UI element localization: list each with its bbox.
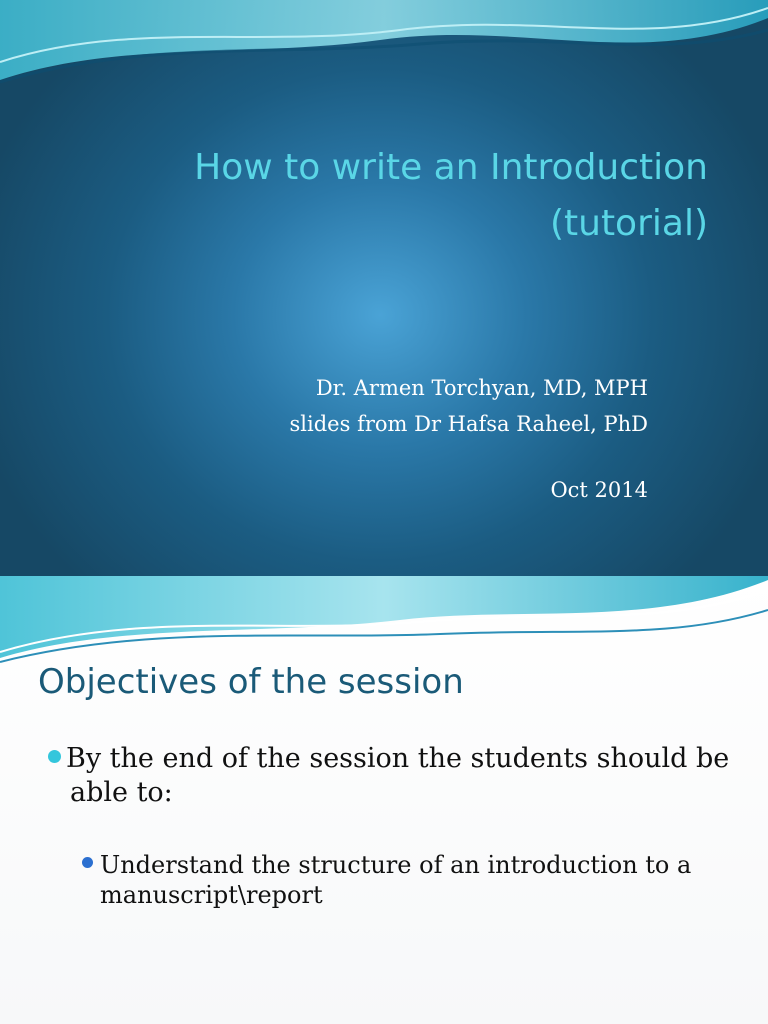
slide-title-line: How to write an Introduction	[194, 147, 708, 188]
objectives-slide	[0, 576, 768, 1024]
slide-title	[68, 140, 708, 252]
header-wave-decoration	[0, 576, 768, 666]
date-line: Oct 2014	[550, 478, 648, 502]
sub-bullet-item: Understand the structure of an introduction to a manuscript\report	[100, 851, 692, 909]
header-wave-decoration	[0, 0, 768, 110]
slide-title: Objectives of the session	[38, 662, 464, 702]
slide-title-line: (tutorial)	[549, 203, 708, 244]
author-line: Dr. Armen Torchyan, MD, MPH	[315, 376, 648, 400]
credit-line: slides from Dr Hafsa Raheel, PhD	[289, 412, 648, 436]
bullet-item: By the end of the session the students should be able to:	[66, 743, 730, 808]
